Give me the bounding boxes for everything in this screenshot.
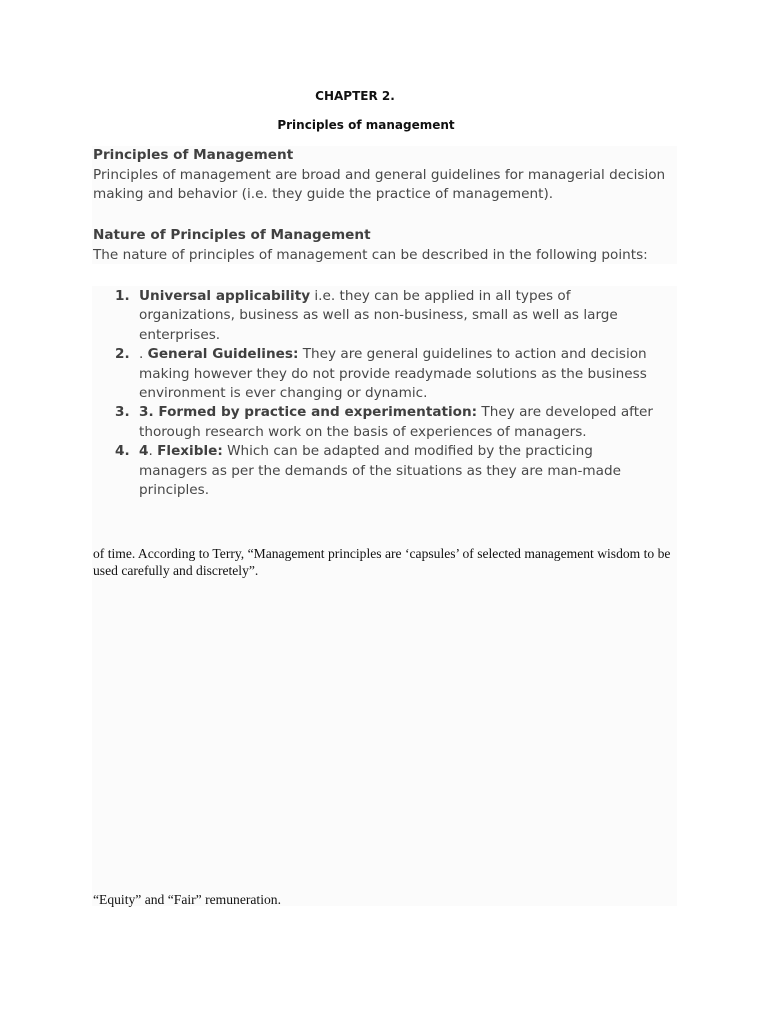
list-item — [93, 442, 665, 500]
list-text: They are developed after thorough research work on the basis of experiences of managers. — [139, 404, 653, 440]
terry-quote-fragment: of time. According to Terry, “Management principles are ‘capsules’ of selected management wisdom to be used carefully and discretely”. — [93, 546, 671, 578]
section-principles — [93, 146, 673, 205]
list-prefix: . — [139, 346, 148, 363]
list-number: 4. — [115, 443, 130, 460]
nature-points-list — [93, 287, 665, 500]
list-number: 2. — [115, 346, 130, 363]
equity-fragment: “Equity” and “Fair” remuneration. — [93, 892, 281, 907]
list-item — [93, 403, 665, 442]
section-nature — [93, 226, 673, 265]
list-text: They are general guidelines to action and decision making however they do not provide readymade solutions as the business environment is ever changing or dynamic. — [139, 346, 647, 402]
list-term: Flexible: — [157, 443, 223, 460]
list-text: i.e. they can be applied in all types of organizations, business as well as non-business, small as well as large enterprises. — [139, 288, 618, 343]
list-number: 1. — [115, 288, 130, 304]
section-body: Principles of management are broad and general guidelines for managerial decision making and behavior (i.e. they guide the practice of management). — [93, 166, 666, 203]
list-text: . — [148, 443, 158, 460]
section-body: The nature of principles of management can be described in the following points: — [93, 246, 648, 263]
chapter-title: CHAPTER 2. — [315, 89, 395, 103]
list-text: Which can be adapted and modified by the practicing managers as per the demands of the situations as they are man-made principles. — [139, 443, 621, 499]
list-item — [93, 287, 665, 345]
chapter-subtitle: Principles of management — [277, 118, 455, 132]
list-number: 3. — [115, 404, 130, 421]
section-heading: Principles of Management — [93, 147, 294, 163]
list-term: 4 — [139, 443, 149, 460]
list-item — [93, 345, 665, 403]
list-term: General Guidelines: — [147, 346, 299, 363]
section-heading: Nature of Principles of Management — [93, 227, 371, 243]
list-term: Universal applicability — [139, 288, 311, 304]
list-term: 3. Formed by practice and experimentation: — [139, 404, 478, 421]
